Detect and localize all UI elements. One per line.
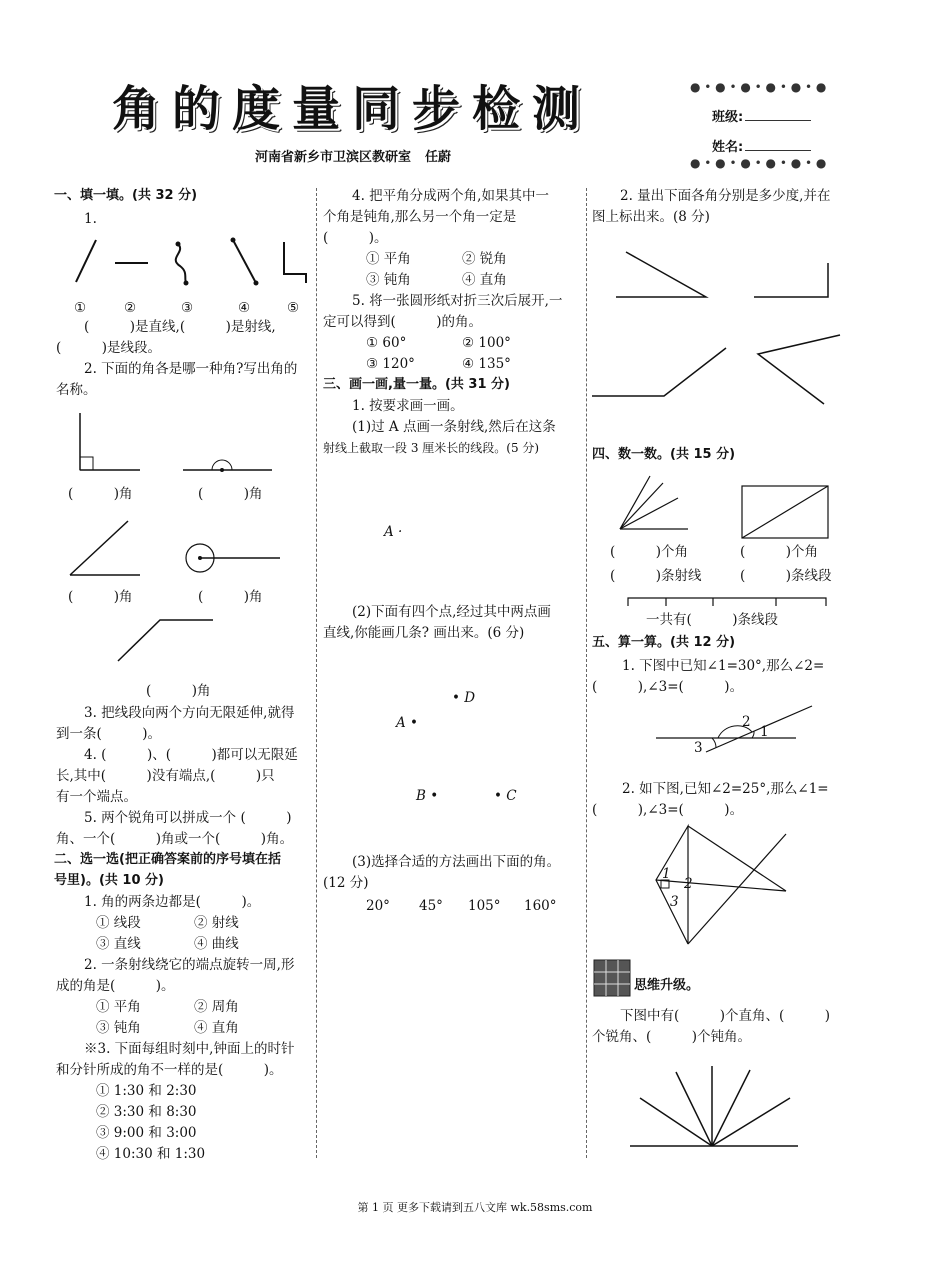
q4-text-2[interactable]: 长,其中( )没有端点,( )只 [56, 768, 275, 784]
decor-border-icon: ● • ● • ● • ● • ● • ● [690, 156, 827, 170]
draw-1-text: 1. 按要求画一画。 [352, 398, 464, 414]
point-b-label[interactable]: B • [416, 788, 439, 804]
choice-3-option[interactable]: ② 3:30 和 8:30 [96, 1104, 197, 1120]
choice-1-option[interactable]: ④ 曲线 [194, 936, 239, 952]
point-c-label[interactable]: • C [494, 788, 517, 804]
section-4-title: 四、数一数。(共 15 分) [592, 447, 736, 462]
calc1-label-2: 2 [742, 714, 751, 730]
choice-2-text-2[interactable]: 成的角是( )。 [56, 978, 175, 994]
thinking-text[interactable]: 下图中有( )个直角、( ) [620, 1008, 831, 1024]
point-a-label[interactable]: A • [396, 715, 419, 731]
choice-3-text-2[interactable]: 和分针所成的角不一样的是( )。 [56, 1062, 283, 1078]
angle-value-105: 105° [468, 898, 501, 914]
calc-1-text: 1. 下图中已知∠1=30°,那么∠2= [622, 658, 825, 674]
count-angles-answer-2[interactable]: ( )个角 [740, 544, 819, 560]
cube-icon [594, 960, 630, 996]
choice-4-text: 4. 把平角分成两个角,如果其中一 [352, 188, 549, 204]
choice-1-text[interactable]: 1. 角的两条边都是( )。 [84, 894, 261, 910]
draw-1c-text: (3)选择合适的方法画出下面的角。 [352, 854, 561, 870]
angle-e-answer[interactable]: ( )角 [146, 683, 211, 699]
choice-3-option[interactable]: ③ 9:00 和 3:00 [96, 1125, 197, 1141]
angle-value-20: 20° [366, 898, 390, 914]
author-org: 河南省新乡市卫滨区教研室 [255, 150, 412, 165]
q2-text: 2. 下面的角各是哪一种角?写出角的 [84, 361, 298, 377]
choice-5-option[interactable]: ④ 135° [462, 356, 511, 372]
choice-5-option[interactable]: ② 100° [462, 335, 511, 351]
q1-label-2: ② [124, 300, 137, 316]
class-label: 班级: [712, 110, 744, 125]
calc2-label-1: 1 [662, 866, 671, 882]
calc-2-text-2[interactable]: ( ),∠3=( )。 [592, 802, 744, 818]
name-label: 姓名: [712, 140, 744, 155]
choice-4-option[interactable]: ① 平角 [366, 251, 411, 267]
measure-2-text-2: 图上标出来。(8 分) [592, 209, 710, 225]
q5-text-2[interactable]: 角、一个( )角或一个( )角。 [56, 831, 294, 847]
segment-bracket [628, 598, 826, 606]
page-title: 角的度量同步检测 [112, 81, 593, 137]
choice-1-option[interactable]: ① 线段 [96, 915, 141, 931]
q4-text-3: 有一个端点。 [56, 789, 137, 805]
point-d-label[interactable]: • D [452, 690, 476, 706]
choice-5-text-2[interactable]: 定可以得到( )的角。 [323, 314, 483, 330]
choice-2-option[interactable]: ② 周角 [194, 999, 239, 1015]
choice-5-text: 5. 将一张圆形纸对折三次后展开,一 [352, 293, 563, 309]
choice-4-option[interactable]: ④ 直角 [462, 272, 507, 288]
page-footer: 第 1 页 更多下载请到五八文库 wk.58sms.com [357, 1201, 593, 1214]
q1-label-5: ⑤ [287, 300, 300, 316]
choice-4-text-2: 个角是钝角,那么另一个角一定是 [323, 209, 517, 225]
q1-answer-line-2[interactable]: ( )是线段。 [56, 340, 162, 356]
choice-5-option[interactable]: ③ 120° [366, 356, 415, 372]
count-angles-answer[interactable]: ( )个角 [610, 544, 689, 560]
q2-text-2: 名称。 [56, 382, 97, 398]
q1-label-1: ① [74, 300, 87, 316]
measure-2-text: 2. 量出下面各角分别是多少度,并在 [620, 188, 831, 204]
q3-text: 3. 把线段向两个方向无限延伸,就得 [84, 705, 295, 721]
draw-1a-text: (1)过 A 点画一条射线,然后在这条 [352, 419, 556, 435]
angle-value-160: 160° [524, 898, 557, 914]
section-2-title: 二、选一选(把正确答案前的序号填在括 [54, 852, 281, 867]
choice-2-option[interactable]: ① 平角 [96, 999, 141, 1015]
choice-3-option[interactable]: ① 1:30 和 2:30 [96, 1083, 197, 1099]
section-3-title: 三、画一画,量一量。(共 31 分) [323, 377, 510, 392]
q3-text-2[interactable]: 到一条( )。 [56, 726, 162, 742]
thinking-text-2[interactable]: 个锐角、( )个钝角。 [592, 1029, 752, 1045]
author-name: 任蔚 [425, 150, 452, 165]
count-rays-answer[interactable]: ( )条射线 [610, 568, 702, 584]
angle-a-answer[interactable]: ( )角 [68, 486, 133, 502]
choice-2-option[interactable]: ④ 直角 [194, 1020, 239, 1036]
calc1-label-3: 3 [694, 740, 703, 756]
q1-number: 1. [84, 211, 97, 227]
measure-angle-2 [754, 263, 828, 297]
measure-angle-1 [616, 252, 706, 297]
decor-border-icon: ● • ● • ● • ● • ● • ● [690, 80, 827, 94]
choice-4-option[interactable]: ② 锐角 [462, 251, 507, 267]
section-6-title: 思维升级。 [634, 978, 700, 993]
draw-1a-text-2: 射线上截取一段 3 厘米长的线段。(5 分) [323, 441, 540, 455]
angle-value-45: 45° [419, 898, 443, 914]
q1-label-3: ③ [181, 300, 194, 316]
measure-angle-4 [758, 335, 840, 404]
angle-b-answer[interactable]: ( )角 [198, 486, 263, 502]
count-segments-answer[interactable]: ( )条线段 [740, 568, 832, 584]
choice-4-text-3[interactable]: ( )。 [323, 230, 388, 246]
q1-answer-line-1[interactable]: ( )是直线,( )是射线, [84, 319, 276, 335]
choice-1-option[interactable]: ③ 直线 [96, 936, 141, 952]
q5-text[interactable]: 5. 两个锐角可以拼成一个 ( ) [84, 810, 292, 826]
calc-2-text: 2. 如下图,已知∠2=25°,那么∠1= [622, 781, 829, 797]
calc2-label-3: 3 [670, 894, 679, 910]
q1-label-4: ④ [238, 300, 251, 316]
choice-4-option[interactable]: ③ 钝角 [366, 272, 411, 288]
choice-3-text: ※3. 下面每组时刻中,钟面上的时针 [84, 1041, 295, 1057]
draw-1c-text-2: (12 分) [323, 875, 369, 891]
section-5-title: 五、算一算。(共 12 分) [592, 635, 736, 650]
angle-c-answer[interactable]: ( )角 [68, 589, 133, 605]
calc2-label-2: 2 [684, 876, 693, 892]
section-2-title-2: 号里)。(共 10 分) [54, 873, 164, 888]
choice-3-option[interactable]: ④ 10:30 和 1:30 [96, 1146, 206, 1162]
measure-angle-3 [592, 348, 726, 396]
draw-1b-text: (2)下面有四个点,经过其中两点画 [352, 604, 551, 620]
choice-2-text: 2. 一条射线绕它的端点旋转一周,形 [84, 957, 295, 973]
choice-5-option[interactable]: ① 60° [366, 335, 407, 351]
draw-1b-text-2: 直线,你能画几条? 画出来。(6 分) [323, 625, 525, 641]
q4-text[interactable]: 4. ( )、( )都可以无限延 [84, 747, 298, 763]
calc1-label-1: 1 [760, 724, 769, 740]
choice-2-option[interactable]: ③ 钝角 [96, 1020, 141, 1036]
angle-d-answer[interactable]: ( )角 [198, 589, 263, 605]
choice-1-option[interactable]: ② 射线 [194, 915, 239, 931]
calc-1-text-2[interactable]: ( ),∠3=( )。 [592, 679, 744, 695]
section-1-title: 一、填一填。(共 32 分) [54, 188, 198, 203]
total-segments-answer[interactable]: 一共有( )条线段 [646, 612, 779, 628]
point-a-label: A · [384, 524, 403, 540]
